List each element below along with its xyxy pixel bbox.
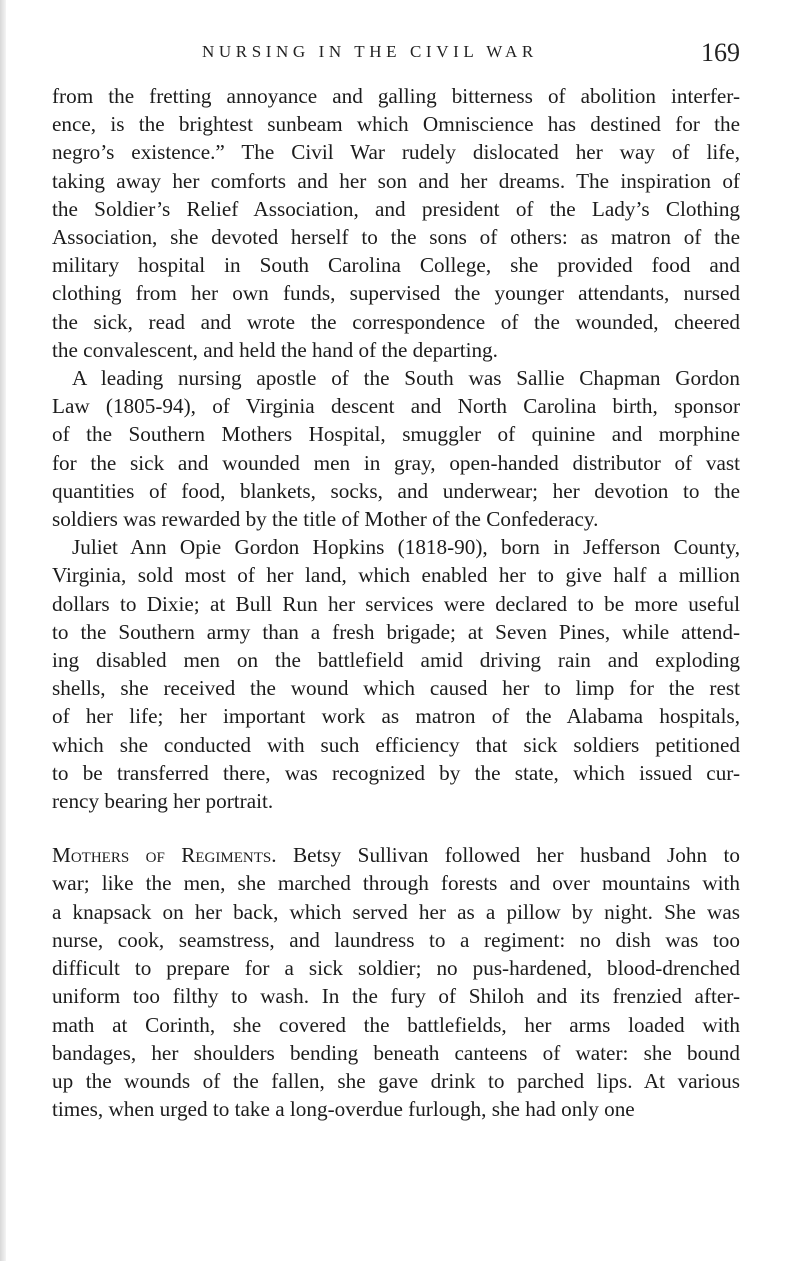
text-line: negro’s existence.” The Civil War rudely dislocated her way of life, [52, 140, 740, 165]
page-binding-edge [0, 0, 6, 1261]
text-line: quantities of food, blankets, socks, and underwear; her devotion to the [52, 478, 740, 503]
book-page [52, 38, 740, 1123]
text-line: bandages, her shoulders bending beneath canteens of water: she bound [52, 1040, 740, 1065]
paragraph-3 [52, 533, 740, 815]
paragraph-1 [52, 82, 740, 364]
text-line: taking away her comforts and her son and her dreams. The inspiration of [52, 168, 740, 193]
text-line: clothing from her own funds, supervised the younger attendants, nursed [52, 281, 740, 306]
paragraph-2 [52, 364, 740, 533]
text-line: of her life; her important work as matron of the Alabama hospitals, [52, 704, 740, 729]
text-line: uniform too filthy to wash. In the fury of Shiloh and its frenzied after- [52, 984, 740, 1009]
text-line: math at Corinth, she covered the battlefields, her arms loaded with [52, 1012, 740, 1037]
text-line [52, 841, 740, 869]
text-line: the sick, read and wrote the correspondence of the wounded, cheered [52, 309, 740, 334]
text-line: difficult to prepare for a sick soldier; no pus-hardened, blood-drenched [52, 956, 740, 981]
text-line: Law (1805-94), of Virginia descent and North Carolina birth, sponsor [52, 394, 740, 419]
heading-line-text: Betsy Sullivan followed her husband John to [292, 843, 741, 868]
text-line: Juliet Ann Opie Gordon Hopkins (1818-90), born in Jefferson County, [72, 535, 740, 560]
text-line: ing disabled men on the battlefield amid driving rain and exploding [52, 648, 740, 673]
section-gap [52, 815, 740, 841]
text-line: rency bearing her portrait. [52, 789, 274, 814]
section-heading: Mothers of Regiments. [52, 843, 277, 868]
text-line: which she conducted with such efficiency that sick soldiers petitioned [52, 732, 740, 757]
text-line: times, when urged to take a long-overdue furlough, she had only one [52, 1097, 635, 1122]
text-line: dollars to Dixie; at Bull Run her services were declared to be more useful [52, 591, 740, 616]
text-line: up the wounds of the fallen, she gave drink to parched lips. At various [52, 1068, 740, 1093]
running-head [52, 38, 740, 82]
page-number: 169 [701, 38, 740, 67]
text-line: shells, she received the wound which caused her to limp for the rest [52, 676, 740, 701]
text-line: a knapsack on her back, which served her as a pillow by night. She was [52, 899, 740, 924]
text-line: from the fretting annoyance and galling bitterness of abolition interfer- [52, 84, 740, 108]
text-line: A leading nursing apostle of the South was Sallie Chapman Gordon [72, 366, 740, 391]
text-line: to be transferred there, was recognized by the state, which issued cur- [52, 760, 740, 785]
text-line: ence, is the brightest sunbeam which Omniscience has destined for the [52, 112, 740, 137]
text-line: the Soldier’s Relief Association, and president of the Lady’s Clothing [52, 196, 740, 221]
text-line: the convalescent, and held the hand of the departing. [52, 337, 498, 362]
text-line: of the Southern Mothers Hospital, smuggler of quinine and morphine [52, 422, 740, 447]
text-line: soldiers was rewarded by the title of Mother of the Confederacy. [52, 507, 599, 532]
text-line: military hospital in South Carolina College, she provided food and [52, 253, 740, 278]
text-line: Virginia, sold most of her land, which enabled her to give half a million [52, 563, 740, 588]
paragraph-mothers-of-regiments [52, 841, 740, 1123]
text-line: to the Southern army than a fresh brigade; at Seven Pines, while attend- [52, 619, 740, 644]
text-line: Association, she devoted herself to the sons of others: as matron of the [52, 225, 740, 250]
text-line: war; like the men, she marched through forests and over mountains with [52, 871, 740, 896]
text-line: nurse, cook, seamstress, and laundress to a regiment: no dish was too [52, 927, 740, 952]
text-line: for the sick and wounded men in gray, open-handed distributor of vast [52, 450, 740, 475]
running-head-title: NURSING IN THE CIVIL WAR [202, 42, 538, 61]
